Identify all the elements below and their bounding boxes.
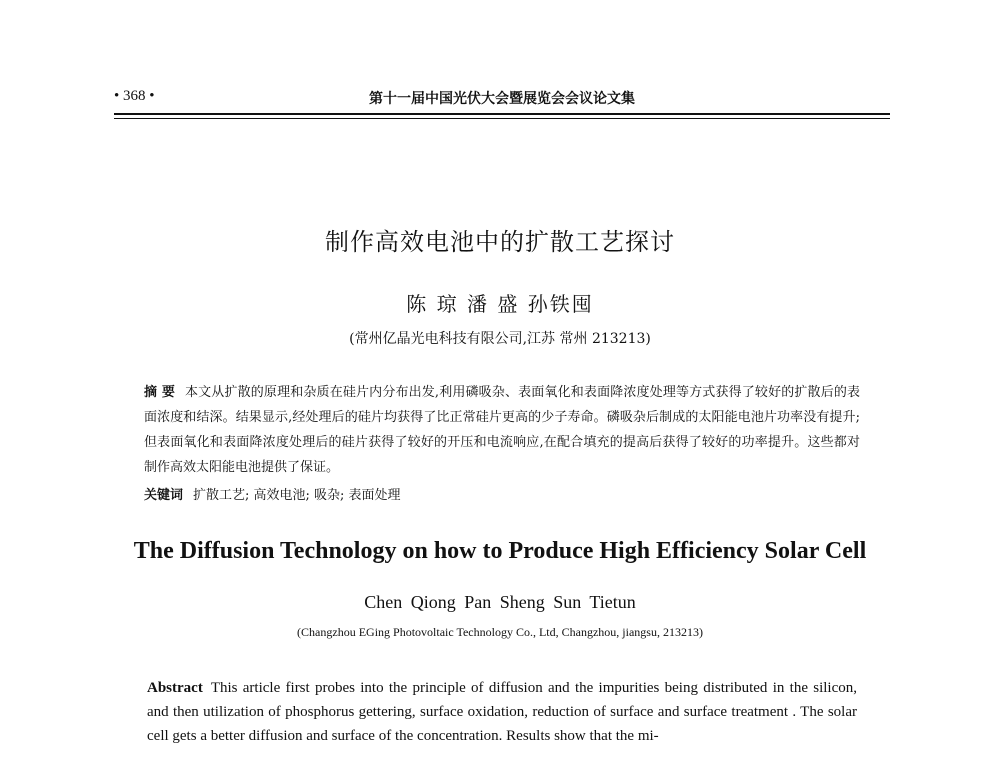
authors-zh: 陈 琼 潘 盛 孙铁囤 — [406, 292, 594, 316]
paper-title-zh: 制作高效电池中的扩散工艺探讨 — [325, 228, 675, 256]
abstract-zh-text: 本文从扩散的原理和杂质在硅片内分布出发,利用磷吸杂、表面氧化和表面降浓度处理等方式获得了较好的扩散后的表面浓度和结深。结果显示,经处理后的硅片均获得了比正常硅片更高的少子寿命。磷吸杂后制成的太阳能电池片功率没有提升;但表面氧化和表面降浓度处理后的硅片获得了较好的开压和电流响应,在配合填充的提高后获得了较好的功率提升。这些都对制作高效太阳能电池提供了保证。 — [144, 385, 860, 475]
keywords-zh — [144, 484, 860, 503]
authors-en: Chen Qiong Pan Sheng Sun Tietun — [364, 592, 636, 612]
affiliation-zh: (常州亿晶光电科技有限公司,江苏 常州 213213) — [349, 331, 651, 347]
affiliation-en: (Changzhou EGing Photovoltaic Technology Co., Ltd, Changzhou, jiangsu, 213213) — [297, 625, 703, 639]
abstract-en-text: This article first probes into the principle of diffusion and the impurities being distributed in the silicon, and then utilization of phosphorus gettering, surface oxidation, reduction of surface and surface treatment . The solar cell gets a better diffusion and surface of the concentration. Results show that the mi- — [147, 680, 857, 744]
keywords-zh-label: 关键词 — [144, 488, 184, 503]
running-header — [114, 86, 890, 110]
abstract-zh-label: 摘 要 — [144, 385, 175, 400]
page-number: • 368 • — [114, 88, 155, 104]
keywords-zh-text: 扩散工艺; 高效电池; 吸杂; 表面处理 — [193, 488, 401, 503]
abstract-en-label: Abstract — [147, 680, 203, 696]
paper-title-en: The Diffusion Technology on how to Produce High Efficiency Solar Cell — [133, 538, 867, 564]
abstract-zh — [144, 380, 860, 480]
abstract-en — [147, 676, 857, 748]
header-rule-thin — [114, 118, 890, 119]
running-title: 第十一届中国光伏大会暨展览会会议论文集 — [369, 91, 635, 107]
header-rule-thick — [114, 113, 890, 115]
